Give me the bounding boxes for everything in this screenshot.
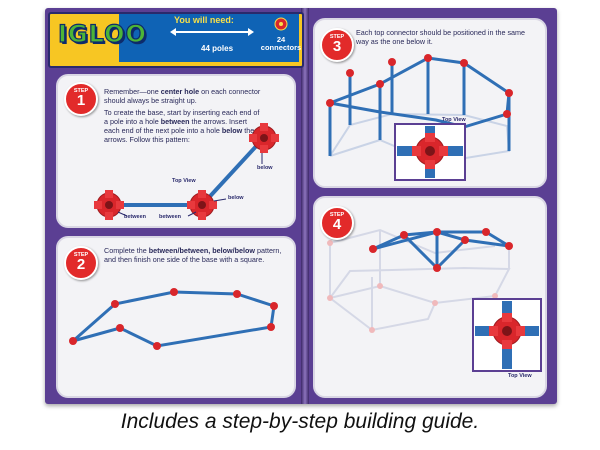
step-4-top-view-label: Top View xyxy=(508,373,532,379)
pole-arrow-icon xyxy=(170,28,254,36)
step-1-below-label-2: below xyxy=(257,165,273,171)
step-2-badge: STEP 2 xyxy=(64,246,98,280)
page-caption: Includes a step-by-step building guide. xyxy=(120,410,480,433)
step-3-text: Each top connector should be positioned in the same way as the one below it. xyxy=(356,28,526,46)
you-will-need-label: You will need: xyxy=(174,15,234,25)
poles-count: 44 poles xyxy=(201,44,234,53)
step-2-text: Complete the between/between, below/below pattern, and then finish one side of the base with a square. xyxy=(104,246,282,264)
step-4-diagram xyxy=(327,228,541,371)
step-1-text-2: To create the base, start by inserting each end of a pole into a hole between the arrows. Insert each end of the next pole into a hole below the arrows. Follow this pattern: xyxy=(104,108,260,144)
connector-icon xyxy=(275,18,287,30)
step-3-badge: STEP 3 xyxy=(320,28,354,62)
step-2-diagram xyxy=(73,292,274,346)
step-1-badge: STEP 1 xyxy=(64,82,98,116)
step-1-between-label-2: between xyxy=(159,214,182,220)
page-title: IGLOO xyxy=(58,20,147,48)
step-1-top-view-label: Top View xyxy=(172,178,196,184)
step-1-below-label-1: below xyxy=(228,195,244,201)
step-4-badge: STEP 4 xyxy=(320,206,354,240)
step-3-diagram xyxy=(326,54,513,180)
step-1-text-1: Remember—one center hole on each connector should always be straight up. xyxy=(104,87,261,105)
step-3-top-view-label: Top View xyxy=(442,117,466,123)
step-1-between-label-1: between xyxy=(124,214,147,220)
connectors-count: 24 connectors xyxy=(260,35,302,52)
